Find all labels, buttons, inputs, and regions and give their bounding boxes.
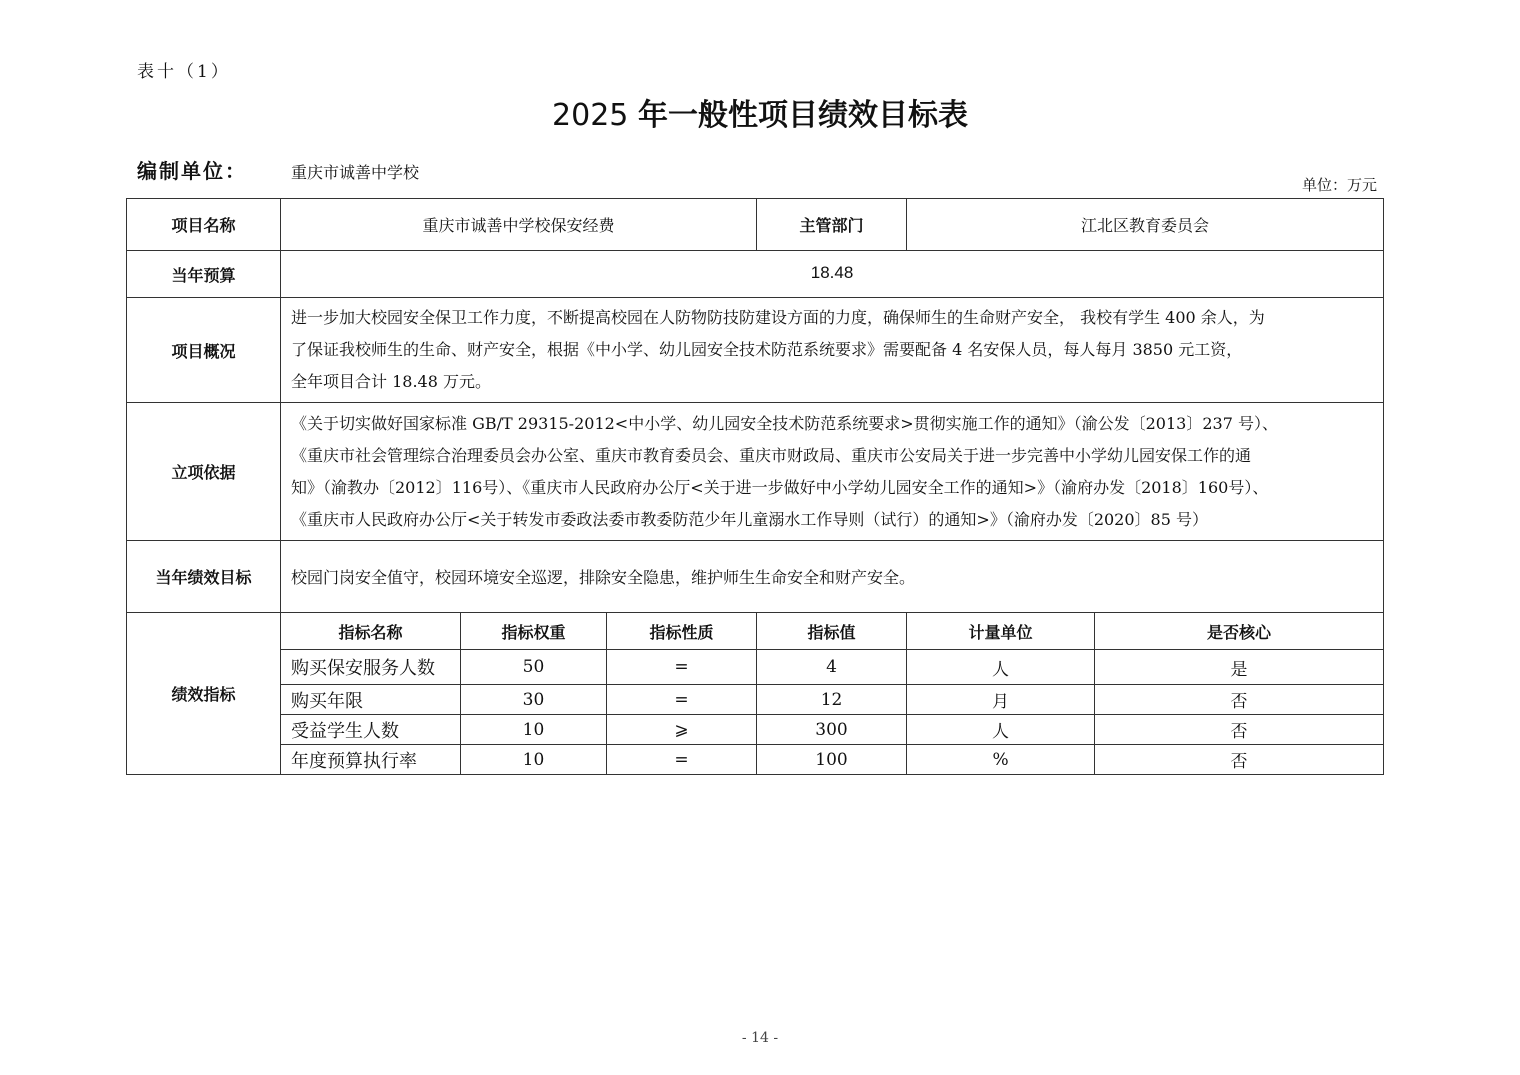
- title-year: 2025: [552, 98, 629, 133]
- project-name-value: 重庆市诚善中学校保安经费: [281, 199, 757, 251]
- indicator-name: 受益学生人数: [281, 715, 461, 745]
- budget-label: 当年预算: [127, 251, 281, 298]
- compiling-unit-value: 重庆市诚善中学校: [291, 163, 420, 182]
- col-header: 指标名称: [281, 613, 461, 650]
- indicator-value: 12: [757, 685, 907, 715]
- indicator-value: 100: [757, 745, 907, 775]
- indicator-weight: 50: [461, 650, 607, 685]
- indicator-core: 是: [1095, 650, 1384, 685]
- overview-label: 项目概况: [127, 298, 281, 403]
- basis-text: [281, 403, 1384, 541]
- col-header: 指标值: [757, 613, 907, 650]
- indicator-nature: ⩾: [607, 715, 757, 745]
- basis-line: 《关于切实做好国家标准 GB/T 29315-2012<中小学、幼儿园安全技术防范系统要求>贯彻实施工作的通知》（渝公发〔2013〕237 号）、: [291, 413, 1278, 433]
- budget-row: [127, 251, 1384, 298]
- budget-value: 18.48: [281, 251, 1384, 298]
- overview-line: 了保证我校师生的生命、财产安全，根据《中小学、幼儿园安全技术防范系统要求》需要配备 4 名安保人员，每人每月 3850 元工资，: [291, 340, 1243, 359]
- col-header: 指标权重: [461, 613, 607, 650]
- indicator-core: 否: [1095, 715, 1384, 745]
- page-number: - 14 -: [741, 1030, 779, 1046]
- indicator-core: 否: [1095, 685, 1384, 715]
- table-number: 表十（1）: [137, 62, 231, 82]
- indicator-unit: 人: [907, 650, 1095, 685]
- dept-value: 江北区教育委员会: [907, 199, 1384, 251]
- indicator-nature: =: [607, 650, 757, 685]
- goal-row: [127, 541, 1384, 613]
- table-row: [127, 685, 1384, 715]
- project-name-row: [127, 199, 1384, 251]
- overview-row: [127, 298, 1384, 403]
- performance-table: [126, 198, 1384, 775]
- indicator-value: 300: [757, 715, 907, 745]
- dept-label: 主管部门: [757, 199, 907, 251]
- indicator-name: 购买年限: [281, 685, 461, 715]
- money-unit: 单位：万元: [1301, 176, 1377, 194]
- indicator-section-label: 绩效指标: [127, 613, 281, 775]
- basis-line: 《重庆市人民政府办公厅<关于转发市委政法委市教委防范少年儿童溺水工作导则（试行）的通知>》（渝府办发〔2020〕85 号）: [291, 509, 1208, 529]
- goal-text: 校园门岗安全值守，校园环境安全巡逻，排除安全隐患，维护师生生命安全和财产安全。: [281, 541, 1384, 613]
- indicator-weight: 30: [461, 685, 607, 715]
- basis-line: 《重庆市社会管理综合治理委员会办公室、重庆市教育委员会、重庆市财政局、重庆市公安局关于进一步完善中小学幼儿园安保工作的通: [291, 445, 1252, 465]
- indicator-weight: 10: [461, 745, 607, 775]
- indicator-name: 购买保安服务人数: [281, 650, 461, 685]
- project-name-label: 项目名称: [127, 199, 281, 251]
- goal-label: 当年绩效目标: [127, 541, 281, 613]
- indicator-unit: 人: [907, 715, 1095, 745]
- basis-row: [127, 403, 1384, 541]
- table-row: [127, 745, 1384, 775]
- overview-line: 进一步加大校园安全保卫工作力度，不断提高校园在人防物防技防建设方面的力度，确保师生的生命财产安全， 我校有学生 400 余人，为: [291, 308, 1265, 327]
- indicator-core: 否: [1095, 745, 1384, 775]
- table-row: [127, 715, 1384, 745]
- title-text: 年一般性项目绩效目标表: [637, 98, 968, 133]
- indicator-name: 年度预算执行率: [281, 745, 461, 775]
- indicator-header-row: [127, 613, 1384, 650]
- basis-line: 知》（渝教办〔2012〕116号）、《重庆市人民政府办公厅<关于进一步做好中小学幼儿园安全工作的通知>》（渝府办发〔2018〕160号）、: [291, 477, 1269, 497]
- basis-label: 立项依据: [127, 403, 281, 541]
- col-header: 指标性质: [607, 613, 757, 650]
- indicator-unit: 月: [907, 685, 1095, 715]
- page-title: [0, 90, 1520, 134]
- indicator-value: 4: [757, 650, 907, 685]
- indicator-weight: 10: [461, 715, 607, 745]
- col-header: 是否核心: [1095, 613, 1384, 650]
- table-row: [127, 650, 1384, 685]
- col-header: 计量单位: [907, 613, 1095, 650]
- indicator-unit: %: [907, 745, 1095, 775]
- overview-line: 全年项目合计 18.48 万元。: [291, 372, 491, 391]
- indicator-nature: =: [607, 685, 757, 715]
- indicator-nature: =: [607, 745, 757, 775]
- compiling-unit-label: 编制单位：: [137, 159, 247, 183]
- overview-text: [281, 298, 1384, 403]
